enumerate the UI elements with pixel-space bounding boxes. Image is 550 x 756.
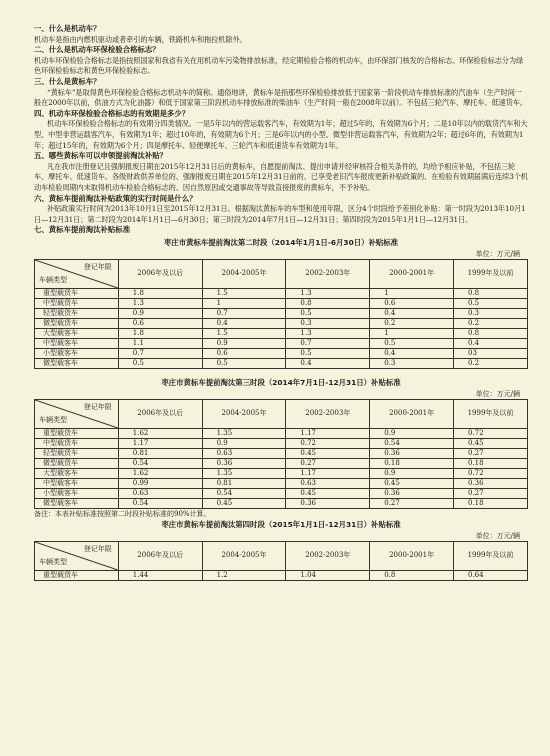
subsidy-value-cell: 1.8: [118, 328, 202, 338]
table-row: [35, 358, 528, 368]
subsidy-value-cell: 0.7: [202, 308, 286, 318]
section-heading: 四、机动车环保检验合格标志的有效期是多少？: [34, 108, 190, 118]
table-row: [35, 338, 528, 348]
subsidy-value-cell: 0.6: [118, 318, 202, 328]
column-header: 2004-2005年: [202, 259, 286, 288]
subsidy-value-cell: 0.4: [370, 348, 454, 358]
column-header: 2002-2003年: [286, 541, 370, 570]
section-heading: 二、什么是机动车环保检验合格标志？: [34, 45, 160, 55]
subsidy-value-cell: 03: [453, 348, 527, 358]
subsidy-value-cell: 0.36: [202, 458, 286, 468]
table-row: [35, 570, 528, 580]
table-row: [35, 428, 528, 438]
table-unit: 单位：万元/辆: [475, 389, 520, 398]
column-header: 2000-2001年: [370, 259, 454, 288]
table-row: [35, 448, 528, 458]
section-paragraph: 机动车环保检验合格标志的有效期分四类情况。一是5年以内的营运载客汽车，有效期为1年；超过5年的，有效期为6个月；二是10年以内的载货汽车和大型、中型非营运载客汽车，有效期为1年；超过10年的，有效期为6个月；三是6年以内的小型、微型非营运载客汽车，有效期为2年；超过6年的，有效期为1年；超过15年的，有效期为6个月；四是摩托车、轻便摩托车、三轮汽车和低速货车有效期为1年。: [34, 119, 528, 150]
vehicle-type-cell: 中型载客车: [35, 338, 119, 348]
subsidy-value-cell: 0.36: [453, 478, 527, 488]
subsidy-value-cell: 1.8: [118, 288, 202, 298]
subsidy-value-cell: 0.27: [453, 488, 527, 498]
table-corner-header: [35, 399, 119, 428]
section-heading: 一、什么是机动车？: [34, 24, 101, 33]
table-note: 备注：本表补贴标准按照第二时段补贴标准的90%计算。: [34, 509, 211, 518]
subsidy-value-cell: 1.62: [118, 428, 202, 438]
subsidy-value-cell: 0.18: [453, 498, 527, 508]
subsidy-value-cell: 1.44: [118, 570, 202, 580]
subsidy-value-cell: 0.18: [370, 458, 454, 468]
subsidy-value-cell: 0.5: [118, 358, 202, 368]
subsidy-value-cell: 0.27: [453, 448, 527, 458]
section-paragraph: 机动车是指由内燃机驱动或者牵引的车辆，铁路机车和拖拉机除外。: [34, 34, 247, 44]
subsidy-table: [34, 541, 528, 581]
column-header: 2004-2005年: [202, 399, 286, 428]
subsidy-value-cell: 0.45: [286, 448, 370, 458]
vehicle-type-cell: 中型载货车: [35, 298, 119, 308]
subsidy-value-cell: 0.9: [370, 428, 454, 438]
subsidy-value-cell: 1.04: [286, 570, 370, 580]
subsidy-table-period-2: [34, 237, 528, 369]
vehicle-type-cell: 微型载客车: [35, 498, 119, 508]
subsidy-value-cell: 0.9: [118, 308, 202, 318]
subsidy-value-cell: 0.5: [286, 308, 370, 318]
subsidy-value-cell: 1.5: [202, 288, 286, 298]
table-row: [35, 348, 528, 358]
subsidy-value-cell: 0.63: [118, 488, 202, 498]
subsidy-value-cell: 0.7: [286, 338, 370, 348]
subsidy-table-period-4: [34, 519, 528, 581]
subsidy-value-cell: 0.2: [453, 318, 527, 328]
subsidy-value-cell: 0.4: [286, 358, 370, 368]
table-row: [35, 478, 528, 488]
subsidy-value-cell: 0.6: [370, 298, 454, 308]
subsidy-table-period-3: [34, 377, 528, 509]
section-heading: 六、黄标车提前淘汰补贴政策的实行时间是什么？: [34, 193, 197, 203]
section-heading: 三、什么是黄标车？: [34, 76, 101, 86]
subsidy-value-cell: 1.62: [118, 468, 202, 478]
text-sections: [34, 24, 528, 236]
table-row: [35, 488, 528, 498]
subsidy-value-cell: 0.64: [453, 570, 527, 580]
table-unit: 单位：万元/辆: [475, 531, 520, 540]
vehicle-type-cell: 微型载客车: [35, 358, 119, 368]
header-vehicle-type: 车辆类型: [39, 557, 67, 566]
subsidy-value-cell: 0.4: [370, 308, 454, 318]
subsidy-value-cell: 1.17: [286, 428, 370, 438]
subsidy-value-cell: 1.17: [286, 468, 370, 478]
table-row: [35, 328, 528, 338]
header-registration-years: 登记年限: [83, 402, 112, 411]
subsidy-value-cell: 0.45: [370, 478, 454, 488]
column-header: 1999年及以前: [453, 259, 527, 288]
subsidy-value-cell: 0.45: [286, 488, 370, 498]
vehicle-type-cell: 大型载客车: [35, 468, 119, 478]
subsidy-value-cell: 0.2: [370, 318, 454, 328]
subsidy-table: [34, 259, 528, 369]
vehicle-type-cell: 重型载货车: [35, 570, 119, 580]
table-row: [35, 468, 528, 478]
column-header: 1999年及以前: [453, 541, 527, 570]
table-row: [35, 318, 528, 328]
subsidy-value-cell: 0.81: [202, 478, 286, 488]
subsidy-value-cell: 0.8: [453, 328, 527, 338]
subsidy-value-cell: 0.3: [370, 358, 454, 368]
subsidy-value-cell: 0.81: [118, 448, 202, 458]
subsidy-value-cell: 0.3: [286, 318, 370, 328]
subsidy-value-cell: 0.8: [453, 288, 527, 298]
table-unit: 单位：万元/辆: [475, 249, 520, 258]
subsidy-value-cell: 0.63: [286, 478, 370, 488]
vehicle-type-cell: 重型载货车: [35, 288, 119, 298]
subsidy-value-cell: 0.72: [286, 438, 370, 448]
header-vehicle-type: 车辆类型: [39, 415, 67, 424]
vehicle-type-cell: 小型载客车: [35, 348, 119, 358]
subsidy-value-cell: 0.45: [202, 498, 286, 508]
subsidy-value-cell: 0.27: [370, 498, 454, 508]
section-heading: 五、哪些黄标车可以申领提前淘汰补贴？: [34, 151, 168, 161]
column-header: 2006年及以后: [118, 541, 202, 570]
subsidy-value-cell: 1.35: [202, 468, 286, 478]
subsidy-value-cell: 0.7: [118, 348, 202, 358]
column-header: 2006年及以后: [118, 399, 202, 428]
vehicle-type-cell: 大型载客车: [35, 328, 119, 338]
subsidy-value-cell: 0.9: [202, 338, 286, 348]
column-header: 2002-2003年: [286, 259, 370, 288]
subsidy-value-cell: 0.4: [202, 318, 286, 328]
table-row: [35, 298, 528, 308]
section-paragraph: 机动车环保检验合格标志是指按照国家和我省有关在用机动车污染物排放标准，经定期检验合格的机动车，由环保部门核发的合格标志。环保检验标志分为绿色环保检验标志和黄色环保检验标志。: [34, 55, 524, 76]
subsidy-value-cell: 0.54: [202, 488, 286, 498]
subsidy-value-cell: 0.5: [453, 298, 527, 308]
subsidy-value-cell: 0.18: [453, 458, 527, 468]
subsidy-value-cell: 0.8: [370, 570, 454, 580]
subsidy-value-cell: 0.8: [286, 298, 370, 308]
subsidy-value-cell: 0.99: [118, 478, 202, 488]
subsidy-value-cell: 0.36: [286, 498, 370, 508]
subsidy-value-cell: 0.72: [453, 468, 527, 478]
vehicle-type-cell: 重型载货车: [35, 428, 119, 438]
subsidy-value-cell: 0.36: [370, 448, 454, 458]
subsidy-value-cell: 1.17: [118, 438, 202, 448]
subsidy-value-cell: 1.3: [286, 288, 370, 298]
subsidy-value-cell: 1.2: [202, 570, 286, 580]
table-title: 枣庄市黄标车提前淘汰第四时段（2015年1月1日-12月31日）补贴标准: [161, 519, 401, 529]
subsidy-value-cell: 0.5: [202, 358, 286, 368]
subsidy-value-cell: 1.1: [118, 338, 202, 348]
subsidy-table: [34, 399, 528, 509]
subsidy-value-cell: 0.54: [118, 498, 202, 508]
subsidy-value-cell: 0.72: [453, 428, 527, 438]
vehicle-type-cell: 中型载货车: [35, 438, 119, 448]
table-title: 枣庄市黄标车提前淘汰第三时段（2014年7月1日-12月31日）补贴标准: [161, 377, 401, 387]
section-paragraph: 补贴政策实行时间为2013年10月1日至2015年12月31日。根据淘汰黄标车的车型和使用年限，区分4个时段给予差别化补贴：第一时段为2013年10月1日—12月31日；第二时段为2014年1月1日—6月30日；第三时段为2014年7月1日—12月31日；第四时段为2015年1月1日—12月31日。: [34, 204, 526, 224]
header-registration-years: 登记年限: [83, 262, 112, 271]
subsidy-value-cell: 1.5: [202, 328, 286, 338]
vehicle-type-cell: 轻型载货车: [35, 308, 119, 318]
subsidy-value-cell: 0.5: [286, 348, 370, 358]
subsidy-value-cell: 1: [370, 288, 454, 298]
subsidy-value-cell: 1.3: [118, 298, 202, 308]
vehicle-type-cell: 中型载客车: [35, 478, 119, 488]
vehicle-type-cell: 小型载客车: [35, 488, 119, 498]
table-row: [35, 438, 528, 448]
section-paragraph: “黄标车”是取得黄色环保检验合格标志机动车的简称。通俗地讲，黄标车是指那些环保检验排放低于国家第一阶段机动车排放标准的汽油车（生产时间一般在2000年以前，供油方式为化油器）和低于国家第三阶段机动车排放标准的柴油车（生产时间一般在2008年以前）。不包括三轮汽车、摩托车、低速货车。: [34, 87, 527, 108]
column-header: 2000-2001年: [370, 541, 454, 570]
table-title: 枣庄市黄标车提前淘汰第二时段（2014年1月1日-6月30日）补贴标准: [163, 237, 399, 247]
section-paragraph: 凡在我市注册登记且强制报废日期在2015年12月31日后的黄标车，自愿提前淘汰、提出申请并经审核符合相关条件的，均给予相应补贴，不包括三轮车、摩托车、低速货车。各级财政供养单位的、强制报废日期在2015年12月31日前的、已享受老旧汽车报废更新补贴政策的、在检验有效期届满后连续3个机动车检验周期内未取得机动车检验合格标志的、因自然原因或交通事故等导致直接报废的黄标车，不予补贴。: [34, 161, 528, 192]
vehicle-type-cell: 微型载货车: [35, 318, 119, 328]
subsidy-value-cell: 1.35: [202, 428, 286, 438]
column-header: 2006年及以后: [118, 259, 202, 288]
table-corner-header: [35, 259, 119, 288]
subsidy-value-cell: 0.5: [370, 338, 454, 348]
subsidy-value-cell: 0.4: [453, 338, 527, 348]
column-header: 2002-2003年: [286, 399, 370, 428]
section-heading: 七、黄标车提前淘汰补贴标准: [34, 225, 131, 235]
subsidy-value-cell: 0.54: [118, 458, 202, 468]
table-row: [35, 288, 528, 298]
subsidy-value-cell: 0.36: [370, 488, 454, 498]
subsidy-value-cell: 1: [202, 298, 286, 308]
column-header: 2004-2005年: [202, 541, 286, 570]
vehicle-type-cell: 微型载货车: [35, 458, 119, 468]
subsidy-value-cell: 1: [370, 328, 454, 338]
column-header: 1999年及以前: [453, 399, 527, 428]
subsidy-value-cell: 0.63: [202, 448, 286, 458]
subsidy-value-cell: 0.45: [453, 438, 527, 448]
table-row: [35, 308, 528, 318]
table-row: [35, 458, 528, 468]
subsidy-value-cell: 0.9: [202, 438, 286, 448]
vehicle-type-cell: 轻型载货车: [35, 448, 119, 458]
subsidy-value-cell: 0.54: [370, 438, 454, 448]
table-corner-header: [35, 541, 119, 570]
subsidy-value-cell: 0.2: [453, 358, 527, 368]
header-vehicle-type: 车辆类型: [39, 275, 67, 284]
column-header: 2000-2001年: [370, 399, 454, 428]
subsidy-value-cell: 0.6: [202, 348, 286, 358]
subsidy-value-cell: 0.3: [453, 308, 527, 318]
subsidy-value-cell: 0.9: [370, 468, 454, 478]
subsidy-value-cell: 1.3: [286, 328, 370, 338]
table-row: [35, 498, 528, 508]
header-registration-years: 登记年限: [83, 544, 112, 553]
subsidy-value-cell: 0.27: [286, 458, 370, 468]
